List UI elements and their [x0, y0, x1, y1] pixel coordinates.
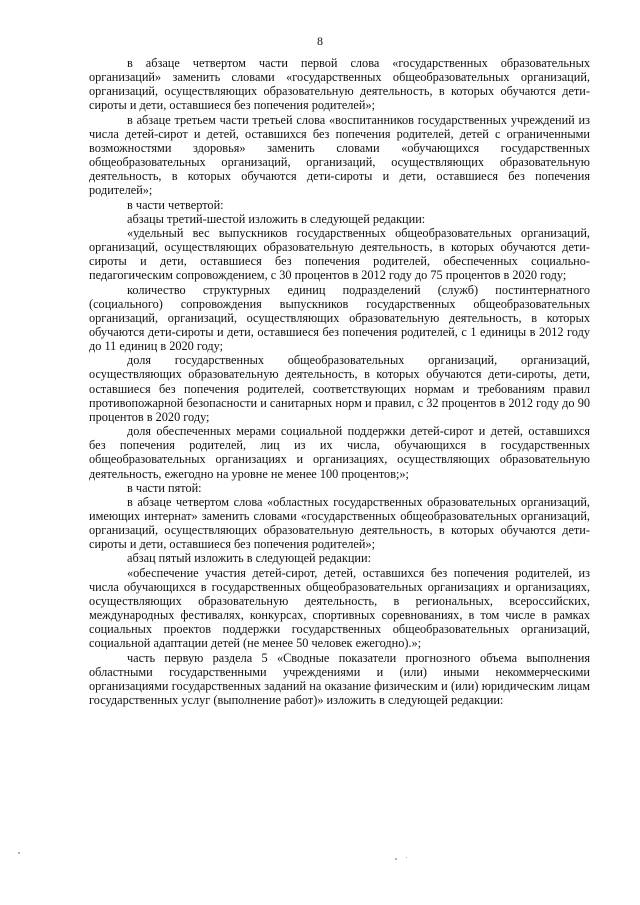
paragraph: «обеспечение участия детей-сирот, детей, оставшихся без попечения родителей, из числа обучающихся в государственных общеобразовательных организациях и организациях, осуществляющих образовательную деятельность, в региональных, всероссийских, международных фестивалях, конкурсах, спортивных соревнованиях, в том числе в рамках социальных проектов поддержки государственных общеобразовательных организаций, социальной адаптации детей (не менее 50 человек ежегодно).»; [89, 565, 590, 651]
document-body [89, 56, 590, 707]
scan-speck [395, 858, 397, 860]
paragraph: количество структурных единиц подразделений (служб) постинтернатного (социального) сопровождения выпускников государственных общеобразовательных организаций, организаций, осуществляющих образовательную деятельность, в которых обучаются дети-сироты и дети, оставшиеся без попечения родителей, с 1 единицы в 2012 году до 11 единиц в 2020 году; [89, 282, 590, 354]
paragraph: доля обеспеченных мерами социальной поддержки детей-сирот и детей, оставшихся без попечения родителей, лиц из их числа, обучающихся в государственных общеобразовательных организациях и организациях, осуществляющих образовательную деятельность, ежегодно на уровне не менее 100 процентов;»; [89, 424, 590, 481]
paragraph: доля государственных общеобразовательных организаций, организаций, осуществляющих образовательную деятельность, в которых обучаются дети-сироты, дети, оставшиеся без попечения родителей, соответствующих нормам и требованиям правил противопожарной безопасности и санитарных норм и правил, с 32 процентов в 2012 году до 90 процентов в 2020 году; [89, 353, 590, 424]
scan-speck [406, 857, 407, 858]
paragraph: в абзаце третьем части третьей слова «воспитанников государственных учреждений из числа детей-сирот и детей, оставшихся без попечения родителей, детей с ограниченными возможностями здоровья» заменить словами «обучающихся государственных общеобразовательных организаций, организаций, осуществляющих образовательную деятельность, в которых обучаются дети-сироты и дети, оставшиеся без попечения родителей»; [89, 112, 590, 198]
paragraph: «удельный вес выпускников государственных общеобразовательных организаций, организаций, осуществляющих образовательную деятельность, в которых обучаются дети-сироты и дети, оставшиеся без попечения родителей, обеспеченных социально-педагогическим сопровождением, с 30 процентов в 2012 году до 75 процентов в 2020 году; [89, 225, 590, 283]
paragraph: абзац пятый изложить в следующей редакции: [127, 551, 371, 566]
scan-speck [18, 852, 20, 854]
paragraph: часть первую раздела 5 «Сводные показатели прогнозного объема выполнения областными государственными учреждениями и (или) иными некоммерческими организациями государственных заданий на оказание физическим и (или) юридическим лицам государственных услуг (выполнение работ)» изложить в следующей редакции: [89, 650, 590, 708]
paragraph: в части пятой: [127, 480, 202, 495]
paragraph: в части четвертой: [127, 197, 224, 212]
paragraph: в абзаце четвертом слова «областных государственных образовательных организаций, имеющих интернат» заменить словами «государственных общеобразовательных организаций, организаций, осуществляющих образовательную деятельность, в которых обучаются дети-сироты и дети, оставшиеся без попечения родителей»; [89, 494, 590, 552]
paragraph: в абзаце четвертом части первой слова «государственных образовательных организаций» заменить словами «государственных общеобразовательных организаций, организаций, осуществляющих образовательную деятельность, в которых обучаются дети-сироты и дети, оставшиеся без попечения родителей»; [89, 56, 590, 113]
paragraph: абзацы третий-шестой изложить в следующей редакции: [127, 211, 426, 226]
page-number: 8 [317, 34, 323, 48]
